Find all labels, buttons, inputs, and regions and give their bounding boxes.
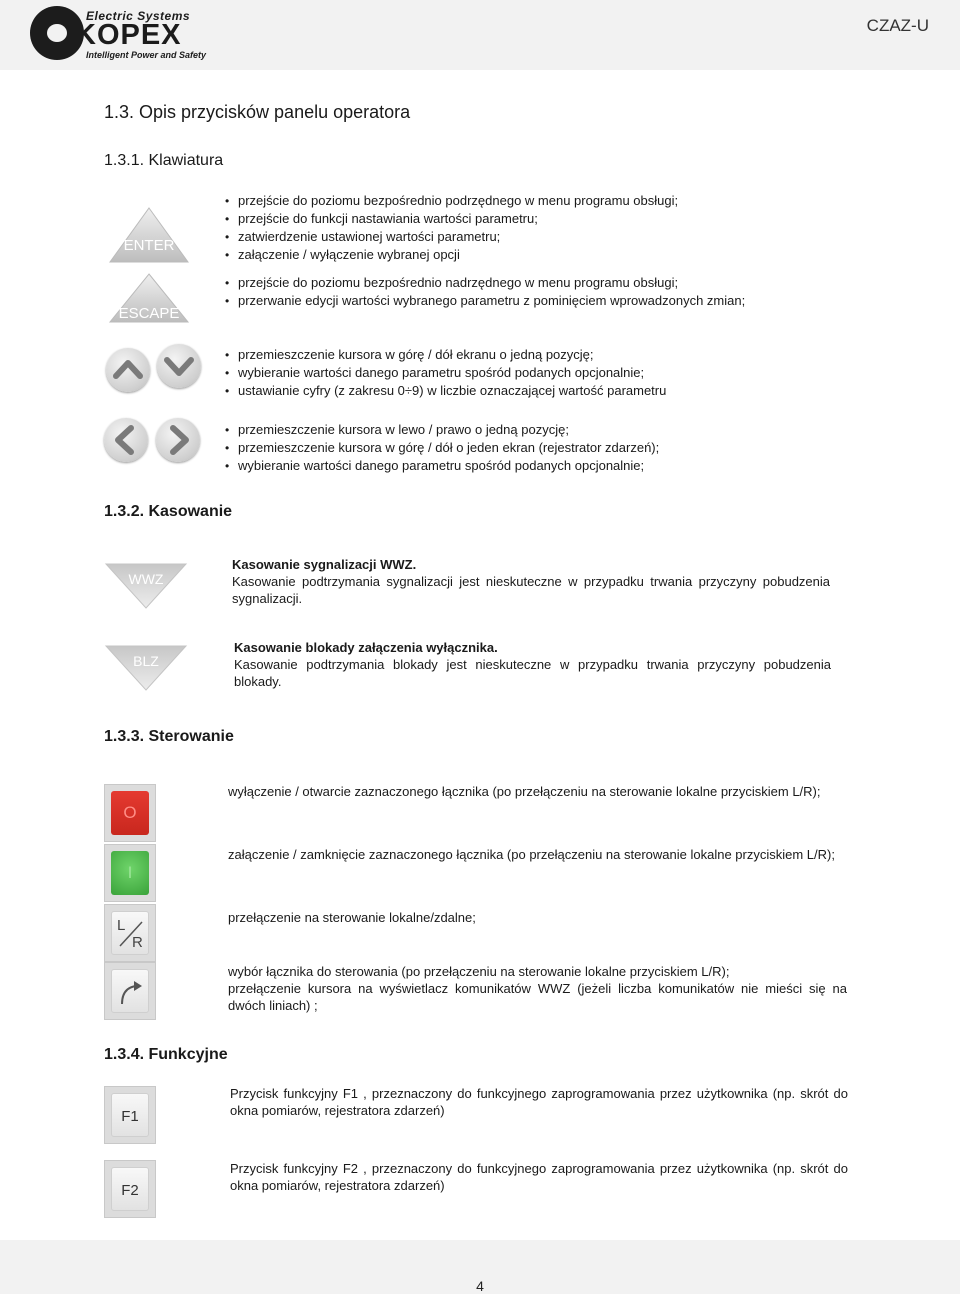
escape-key-icon bbox=[108, 272, 190, 330]
logo-tagline-top: Electric Systems bbox=[86, 9, 191, 23]
select-text-1: wybór łącznika do sterowania (po przełączeniu na sterowanie lokalne przyciskiem L/R); bbox=[228, 964, 730, 979]
escape-key-label: ESCAPE bbox=[118, 305, 180, 322]
f1-description: Przycisk funkcyjny F1 , przeznaczony do funkcyjnego zaprogramowania przez użytkownika (np. skrót do okna pomiarów, rejestratora zdarzeń) bbox=[230, 1086, 848, 1118]
list-item: • wybieranie wartości danego parametru spośród podanych opcjonalnie; bbox=[225, 364, 666, 382]
enter-key-label: ENTER bbox=[123, 237, 175, 254]
on-description: załączenie / zamknięcie zaznaczonego łącznika (po przełączeniu na sterowanie lokalne przyciskiem L/R); bbox=[228, 847, 835, 862]
list-item: • wybieranie wartości danego parametru spośród podanych opcjonalnie; bbox=[225, 457, 659, 475]
section-title: 1.3. Opis przycisków panelu operatora bbox=[104, 102, 411, 122]
lr-key-label-l: L bbox=[117, 917, 126, 934]
f1-key bbox=[104, 1086, 156, 1144]
heading-funkcyjne: 1.3.4. Funkcyjne bbox=[104, 1046, 228, 1063]
updown-description-list bbox=[225, 346, 666, 400]
kopex-logo bbox=[30, 6, 207, 62]
list-item: • przejście do poziomu bezpośrednio podrzędnego w menu programu obsługi; bbox=[225, 192, 678, 210]
on-key-label: I bbox=[127, 863, 133, 882]
curved-arrow-icon bbox=[112, 970, 150, 1014]
arrow-right-icon bbox=[156, 418, 200, 462]
page-footer bbox=[0, 1240, 960, 1294]
list-item: • przemieszczenie kursora w górę / dół o jeden ekran (rejestrator zdarzeń); bbox=[225, 439, 659, 457]
logo-wordmark: KOPEX bbox=[75, 19, 182, 51]
heading-klawiatura: 1.3.1. Klawiatura bbox=[104, 152, 224, 169]
lr-description: przełączenie na sterowanie lokalne/zdalne; bbox=[228, 910, 476, 925]
off-description: wyłączenie / otwarcie zaznaczonego łącznika (po przełączeniu na sterowanie lokalne przyciskiem L/R); bbox=[228, 784, 821, 799]
blz-title: Kasowanie blokady załączenia wyłącznika. bbox=[234, 640, 498, 655]
blz-text: Kasowanie podtrzymania blokady jest nieskuteczne w przypadku trwania przyczyny pobudzenia blokady. bbox=[234, 657, 831, 689]
heading-kasowanie: 1.3.2. Kasowanie bbox=[104, 503, 233, 520]
heading-sterowanie: 1.3.3. Sterowanie bbox=[104, 728, 234, 745]
blz-description bbox=[234, 639, 831, 690]
list-item: • przemieszczenie kursora w lewo / prawo o jedną pozycję; bbox=[225, 421, 659, 439]
off-key-label: O bbox=[123, 803, 137, 822]
enter-key-icon bbox=[108, 206, 190, 264]
arrow-up-icon bbox=[106, 348, 150, 392]
wwz-key-icon bbox=[104, 562, 188, 610]
blz-key-icon bbox=[104, 644, 188, 692]
list-item: • przejście do poziomu bezpośrednio nadrzędnego w menu programu obsługi; bbox=[225, 274, 745, 292]
wwz-title: Kasowanie sygnalizacji WWZ. bbox=[232, 557, 417, 572]
leftright-description-list bbox=[225, 421, 659, 475]
f2-description: Przycisk funkcyjny F2 , przeznaczony do funkcyjnego zaprogramowania przez użytkownika (np. skrót do okna pomiarów, rejestratora zdarzeń) bbox=[230, 1161, 848, 1193]
select-text-2: przełączenie kursora na wyświetlacz komunikatów WWZ (jeżeli liczba komunikatów nie mieści się na dwóch liniach) ; bbox=[228, 981, 847, 1013]
arrow-left-icon bbox=[104, 418, 148, 462]
arrow-down-icon bbox=[157, 344, 201, 388]
enter-description-list bbox=[225, 192, 678, 264]
list-item: • przemieszczenie kursora w górę / dół ekranu o jedną pozycję; bbox=[225, 346, 666, 364]
lr-key-label-r: R bbox=[132, 934, 143, 951]
list-item: • zatwierdzenie ustawionej wartości parametru; bbox=[225, 228, 678, 246]
list-item: • przejście do funkcji nastawiania wartości parametru; bbox=[225, 210, 678, 228]
page-number: 4 bbox=[476, 1278, 484, 1294]
wwz-key-label: WWZ bbox=[128, 571, 164, 587]
off-key bbox=[104, 784, 156, 842]
f2-key bbox=[104, 1160, 156, 1218]
list-item: • przerwanie edycji wartości wybranego parametru z pominięciem wprowadzonych zmian; bbox=[225, 292, 745, 310]
on-key bbox=[104, 844, 156, 902]
lr-key bbox=[104, 904, 156, 962]
list-item: • ustawianie cyfry (z zakresu 0÷9) w liczbie oznaczającej wartość parametru bbox=[225, 382, 666, 400]
f1-key-label: F1 bbox=[121, 1108, 139, 1125]
logo-tagline-bottom: Intelligent Power and Safety bbox=[86, 50, 207, 60]
select-key bbox=[104, 962, 156, 1020]
wwz-text: Kasowanie podtrzymania sygnalizacji jest nieskuteczne w przypadku trwania przyczyny pobudzenia sygnalizacji. bbox=[232, 574, 830, 606]
wwz-description bbox=[232, 556, 830, 607]
select-description bbox=[228, 963, 847, 1014]
page-header bbox=[0, 0, 960, 70]
blz-key-label: BLZ bbox=[133, 653, 159, 669]
list-item: • załączenie / wyłączenie wybranej opcji bbox=[225, 246, 678, 264]
f2-key-label: F2 bbox=[121, 1182, 139, 1199]
document-code: CZAZ-U bbox=[866, 16, 929, 35]
escape-description-list bbox=[225, 274, 745, 310]
